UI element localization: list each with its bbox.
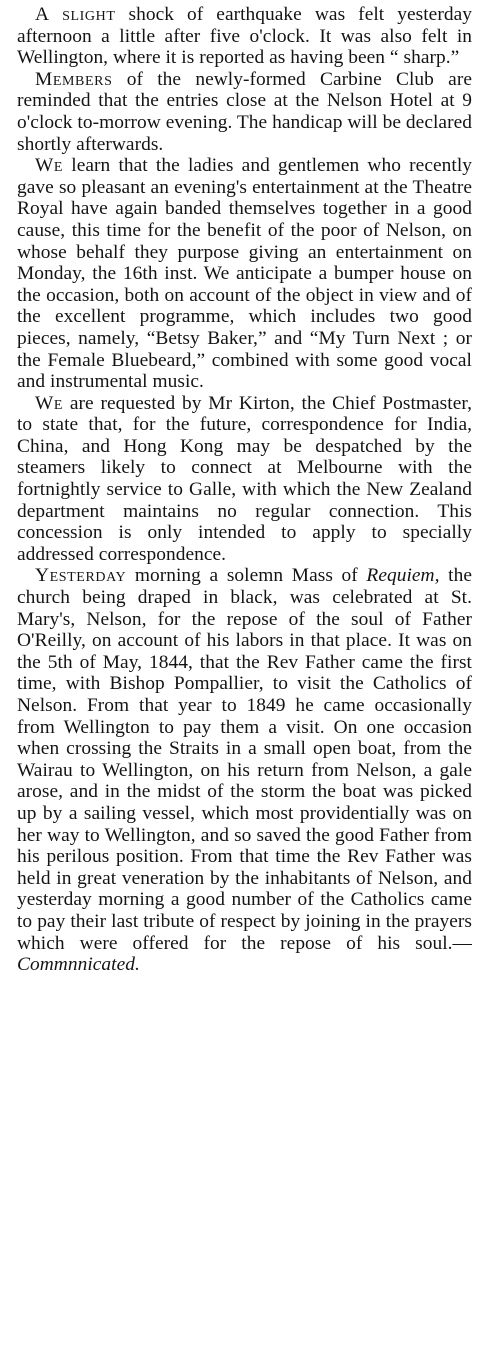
paragraph-body: shock of earthquake was felt yesterday afternoon a little after five o'clock. It was also felt in Wellington, where it is reported as having been “ sharp.”: [17, 4, 472, 69]
paragraph-earthquake: [17, 4, 472, 69]
paragraph-body: of the newly-formed Carbine Club are reminded that the entries close at the Nelson Hotel at 9 o'clock to-morrow evening. The handicap will be declared shortly afterwards.: [17, 68, 472, 155]
signoff: Commnnicated.: [17, 954, 140, 976]
paragraph-lead: Yesterday: [35, 565, 127, 587]
paragraph-postmaster: [17, 393, 472, 566]
paragraph-lead: Members: [35, 68, 113, 90]
paragraph-theatre: [17, 155, 472, 393]
paragraph-requiem: [17, 565, 472, 975]
paragraph-lead: A slight: [35, 4, 116, 25]
paragraph-body: are requested by Mr Kirton, the Chief Postmaster, to state that, for the future, correspondence for India, China, and Hong Kong may be despatched by the steamers likely to connect at Melbourne with the fortnightly service to Galle, with which the New Zealand department maintains no regular connection. This concession is only intended to apply to specially addressed correspondence.: [17, 392, 472, 565]
paragraph-carbine-club: [17, 69, 472, 155]
paragraph-lead: We: [35, 392, 64, 414]
paragraph-body: morning a solemn Mass of: [126, 565, 367, 587]
requiem-italic: Requiem,: [366, 565, 440, 587]
paragraph-body: learn that the ladies and gentlemen who recently gave so pleasant an evening's entertainment at the Theatre Royal have again banded themselves together in a good cause, this time for the benefit of the poor of Nelson, on whose behalf they purpose giving an entertainment on Monday, the 16th inst. We anticipate a bumper house on the occasion, both on account of the object in view and of the excellent programme, which includes two good pieces, namely, “Betsy Baker,” and “My Turn Next ; or the Female Bluebeard,” combined with some good vocal and instrumental music.: [17, 155, 472, 393]
paragraph-lead: We: [35, 155, 64, 177]
news-column: [17, 4, 472, 976]
paragraph-body: the church being draped in black, was celebrated at St. Mary's, Nelson, for the repose of the soul of Father O'Reilly, on account of his labors in that place. It was on the 5th of May, 1844, that the Rev Father came the first time, with Bishop Pompallier, to visit the Catholics of Nelson. From that year to 1849 he came occasionally from Wellington to pay them a visit. On one occasion when crossing the Straits in a small open boat, from the Wairau to Wellington, on his return from Nelson, a gale arose, and in the midst of the storm the boat was picked up by a sailing vessel, which most providentially was on her way to Wellington, and so saved the good Father from his perilous position. From that time the Rev Father was held in great veneration by the inhabitants of Nelson, and yesterday morning a good number of the Catholics came to pay their last tribute of respect by joining in the prayers which were offered for the repose of his soul.—: [17, 565, 472, 954]
